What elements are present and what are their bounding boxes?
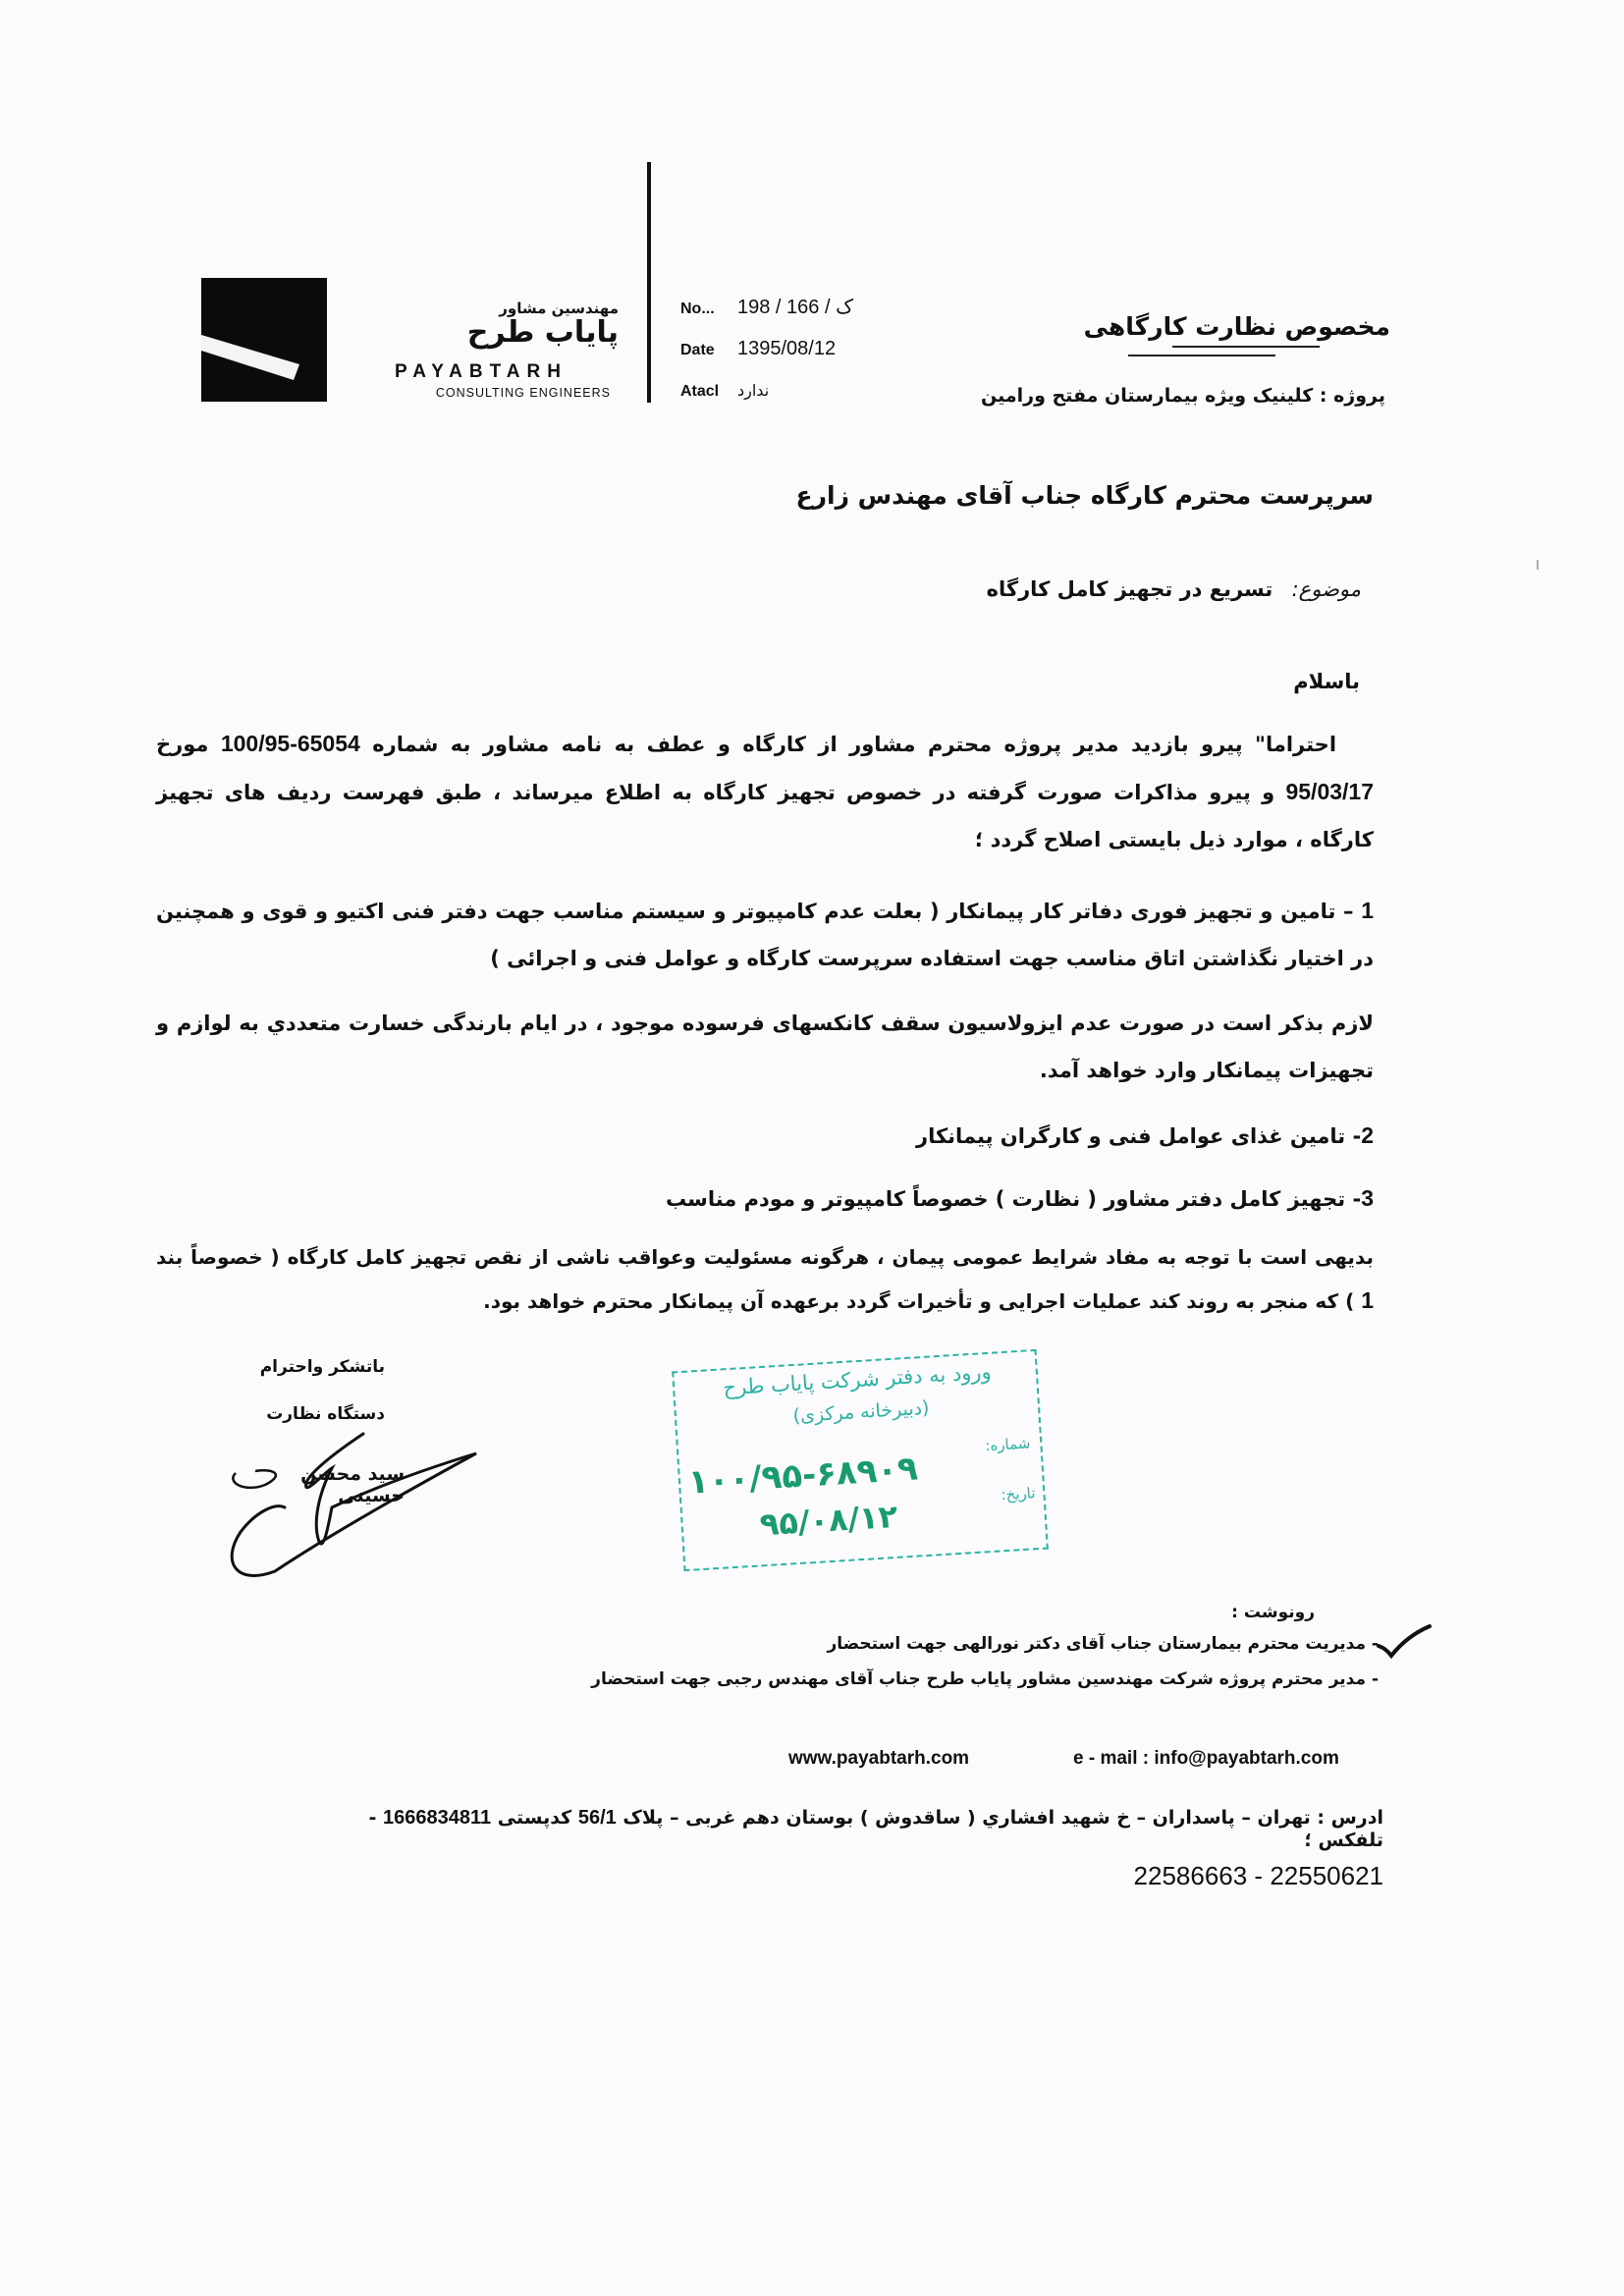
cc-item: - مدیر محترم پروژه شرکت مهندسین مشاور پایاب طرح جناب آقای مهندس رجبی جهت استحضار bbox=[591, 1669, 1379, 1689]
ref-date-label: Date bbox=[680, 342, 715, 358]
postal-label: کدپستی bbox=[497, 1807, 572, 1829]
address-plaque: 56/1 bbox=[577, 1807, 617, 1829]
ref-number-row bbox=[680, 295, 926, 324]
scan-mark bbox=[1537, 560, 1539, 570]
ref-date-value: 1395/08/12 bbox=[737, 338, 837, 359]
underline bbox=[1172, 346, 1320, 348]
logo-stripe bbox=[201, 335, 299, 380]
intro-text-1: احتراما" پیرو بازدید مدیر پروژه محترم مشاور از کارگاه و عطف به نامه مشاور به شماره bbox=[372, 733, 1337, 756]
handwritten-signature bbox=[216, 1414, 491, 1581]
list-item-1 bbox=[156, 887, 1374, 982]
company-name-en: PAYABTARH bbox=[395, 361, 568, 382]
item-text: - تجهیز کامل دفتر مشاور ( نظارت ) خصوصاً کامپیوتر و مودم مناسب bbox=[665, 1187, 1362, 1211]
closing-item-number: 1 bbox=[1361, 1287, 1374, 1313]
letter-reference-date: 95/03/17 bbox=[1285, 779, 1374, 804]
project-line: پروژه : کلینیک ویژه بیمارستان مفتح ورامین bbox=[981, 385, 1385, 407]
ref-attach-value: ندارد bbox=[737, 381, 770, 400]
intro-paragraph bbox=[156, 720, 1374, 863]
address-line bbox=[303, 1807, 1383, 1851]
postal-code: 1666834811 bbox=[382, 1807, 492, 1829]
received-stamp bbox=[672, 1349, 1049, 1571]
ref-attach-label: Atacl bbox=[680, 383, 720, 400]
company-name-fa: پایاب طرح bbox=[466, 315, 619, 350]
recipient: سرپرست محترم کارگاه جناب آقای مهندس زارع bbox=[795, 481, 1374, 510]
closing-paragraph bbox=[156, 1235, 1374, 1323]
header-divider bbox=[647, 162, 651, 403]
intro-text-3: و پیرو مذاکرات صورت گرفته در خصوص تجهیز کارگاه به اطلاع میرساند ، طبق فهرست ردیف های تجهیز کارگاه ، موارد ذیل بایستی اصلاح گردد ؛ bbox=[156, 781, 1374, 851]
item-number: 1 bbox=[1361, 898, 1374, 923]
cc-item: - مدیریت محترم بیمارستان جناب آقای دکتر نورالهی جهت استحضار bbox=[827, 1634, 1379, 1654]
stamp-number-label: شماره: bbox=[984, 1434, 1031, 1455]
item-text: – تامین و تجهیز فوری دفاتر کار پیمانکار ( بعلت عدم کامپیوتر و سیستم مناسب جهت دفتر فنی اکتیو و قوی و همچنین در اختیار نگذاشتن اتاق مناسب جهت استفاده سرپرست کارگاه و عوامل فنی و اجرائی ) bbox=[156, 900, 1374, 970]
stamp-subtitle: (دبیرخانه مرکزی) bbox=[792, 1396, 930, 1428]
list-item-3 bbox=[156, 1175, 1374, 1223]
address-text: ادرس : تهران – پاسداران – خ شهید افشاري ( ساقدوش ) بوستان دهم غربی – پلاک bbox=[623, 1807, 1383, 1829]
underline bbox=[1128, 355, 1275, 356]
stamp-number-value: ۱۰۰/۹۵-۶۸۹۰۹ bbox=[686, 1449, 919, 1503]
company-logo bbox=[201, 278, 327, 402]
stamp-date-value: ۹۵/۰۸/۱۲ bbox=[758, 1497, 899, 1544]
ref-number-label: No... bbox=[680, 301, 715, 317]
greeting: باسلام bbox=[1293, 670, 1360, 693]
website-link[interactable]: www.payabtarh.com bbox=[788, 1748, 970, 1769]
company-subtitle: CONSULTING ENGINEERS bbox=[435, 386, 611, 400]
ref-date-row bbox=[680, 338, 926, 367]
logo-mark-icon bbox=[201, 278, 327, 402]
checkmark-icon bbox=[1375, 1622, 1434, 1662]
cc-title: رونوشت : bbox=[1231, 1603, 1315, 1622]
stamp-title: ورود به دفتر شرکت پایاب طرح bbox=[722, 1359, 993, 1400]
company-name-fa-small: مهندسین مشاور bbox=[499, 300, 619, 317]
item-number: 3 bbox=[1361, 1185, 1374, 1211]
phone-numbers: 22586663 - 22550621 bbox=[1133, 1861, 1383, 1890]
subject-label: موضوع: bbox=[1291, 577, 1361, 601]
stamp-date-label: تاریخ: bbox=[1000, 1484, 1036, 1504]
note-paragraph: لازم بذکر است در صورت عدم ایزولاسیون سقف کانکسهای فرسوده موجود ، در ایام بارندگی خسارت متعددي به لوازم و تجهیزات پیمانکار وارد خواهد آمد. bbox=[156, 1011, 1374, 1082]
classification-title: مخصوص نظارت کارگاهی bbox=[1083, 312, 1390, 341]
closing-thanks: باتشکر واحترام bbox=[259, 1357, 385, 1377]
item-text: - تامین غذای عوامل فنی و کارگران پیمانکار bbox=[915, 1124, 1362, 1148]
list-item-2 bbox=[156, 1112, 1374, 1160]
signer-department: دستگاه نظارت bbox=[266, 1404, 385, 1424]
closing-text-1: بدیهی است با توجه به مفاد شرایط عمومی پیمان ، هرگونه مسئولیت وعواقب ناشی از نقص تجهیز کامل کارگاه ( خصوصاً بند bbox=[156, 1245, 1374, 1269]
signer-name: سید محسن حسینی bbox=[300, 1463, 405, 1506]
item-number: 2 bbox=[1361, 1122, 1374, 1148]
email-link[interactable]: e - mail : info@payabtarh.com bbox=[1073, 1748, 1339, 1769]
closing-text-2: ) که منجر به روند کند عملیات اجرایی و تأخیرات گردد برعهده آن پیمانکار محترم خواهد بود. bbox=[483, 1289, 1355, 1313]
letter-reference-number: 100/95-65054 bbox=[220, 731, 360, 756]
subject bbox=[477, 577, 1361, 601]
intro-text-2: مورخ bbox=[156, 733, 209, 756]
ref-number-value: 198 / ک / 166 bbox=[737, 297, 853, 318]
subject-text: تسریع در تجهیز کامل کارگاه bbox=[986, 577, 1273, 601]
fax-label: - تلفکس ؛ bbox=[368, 1807, 1383, 1851]
